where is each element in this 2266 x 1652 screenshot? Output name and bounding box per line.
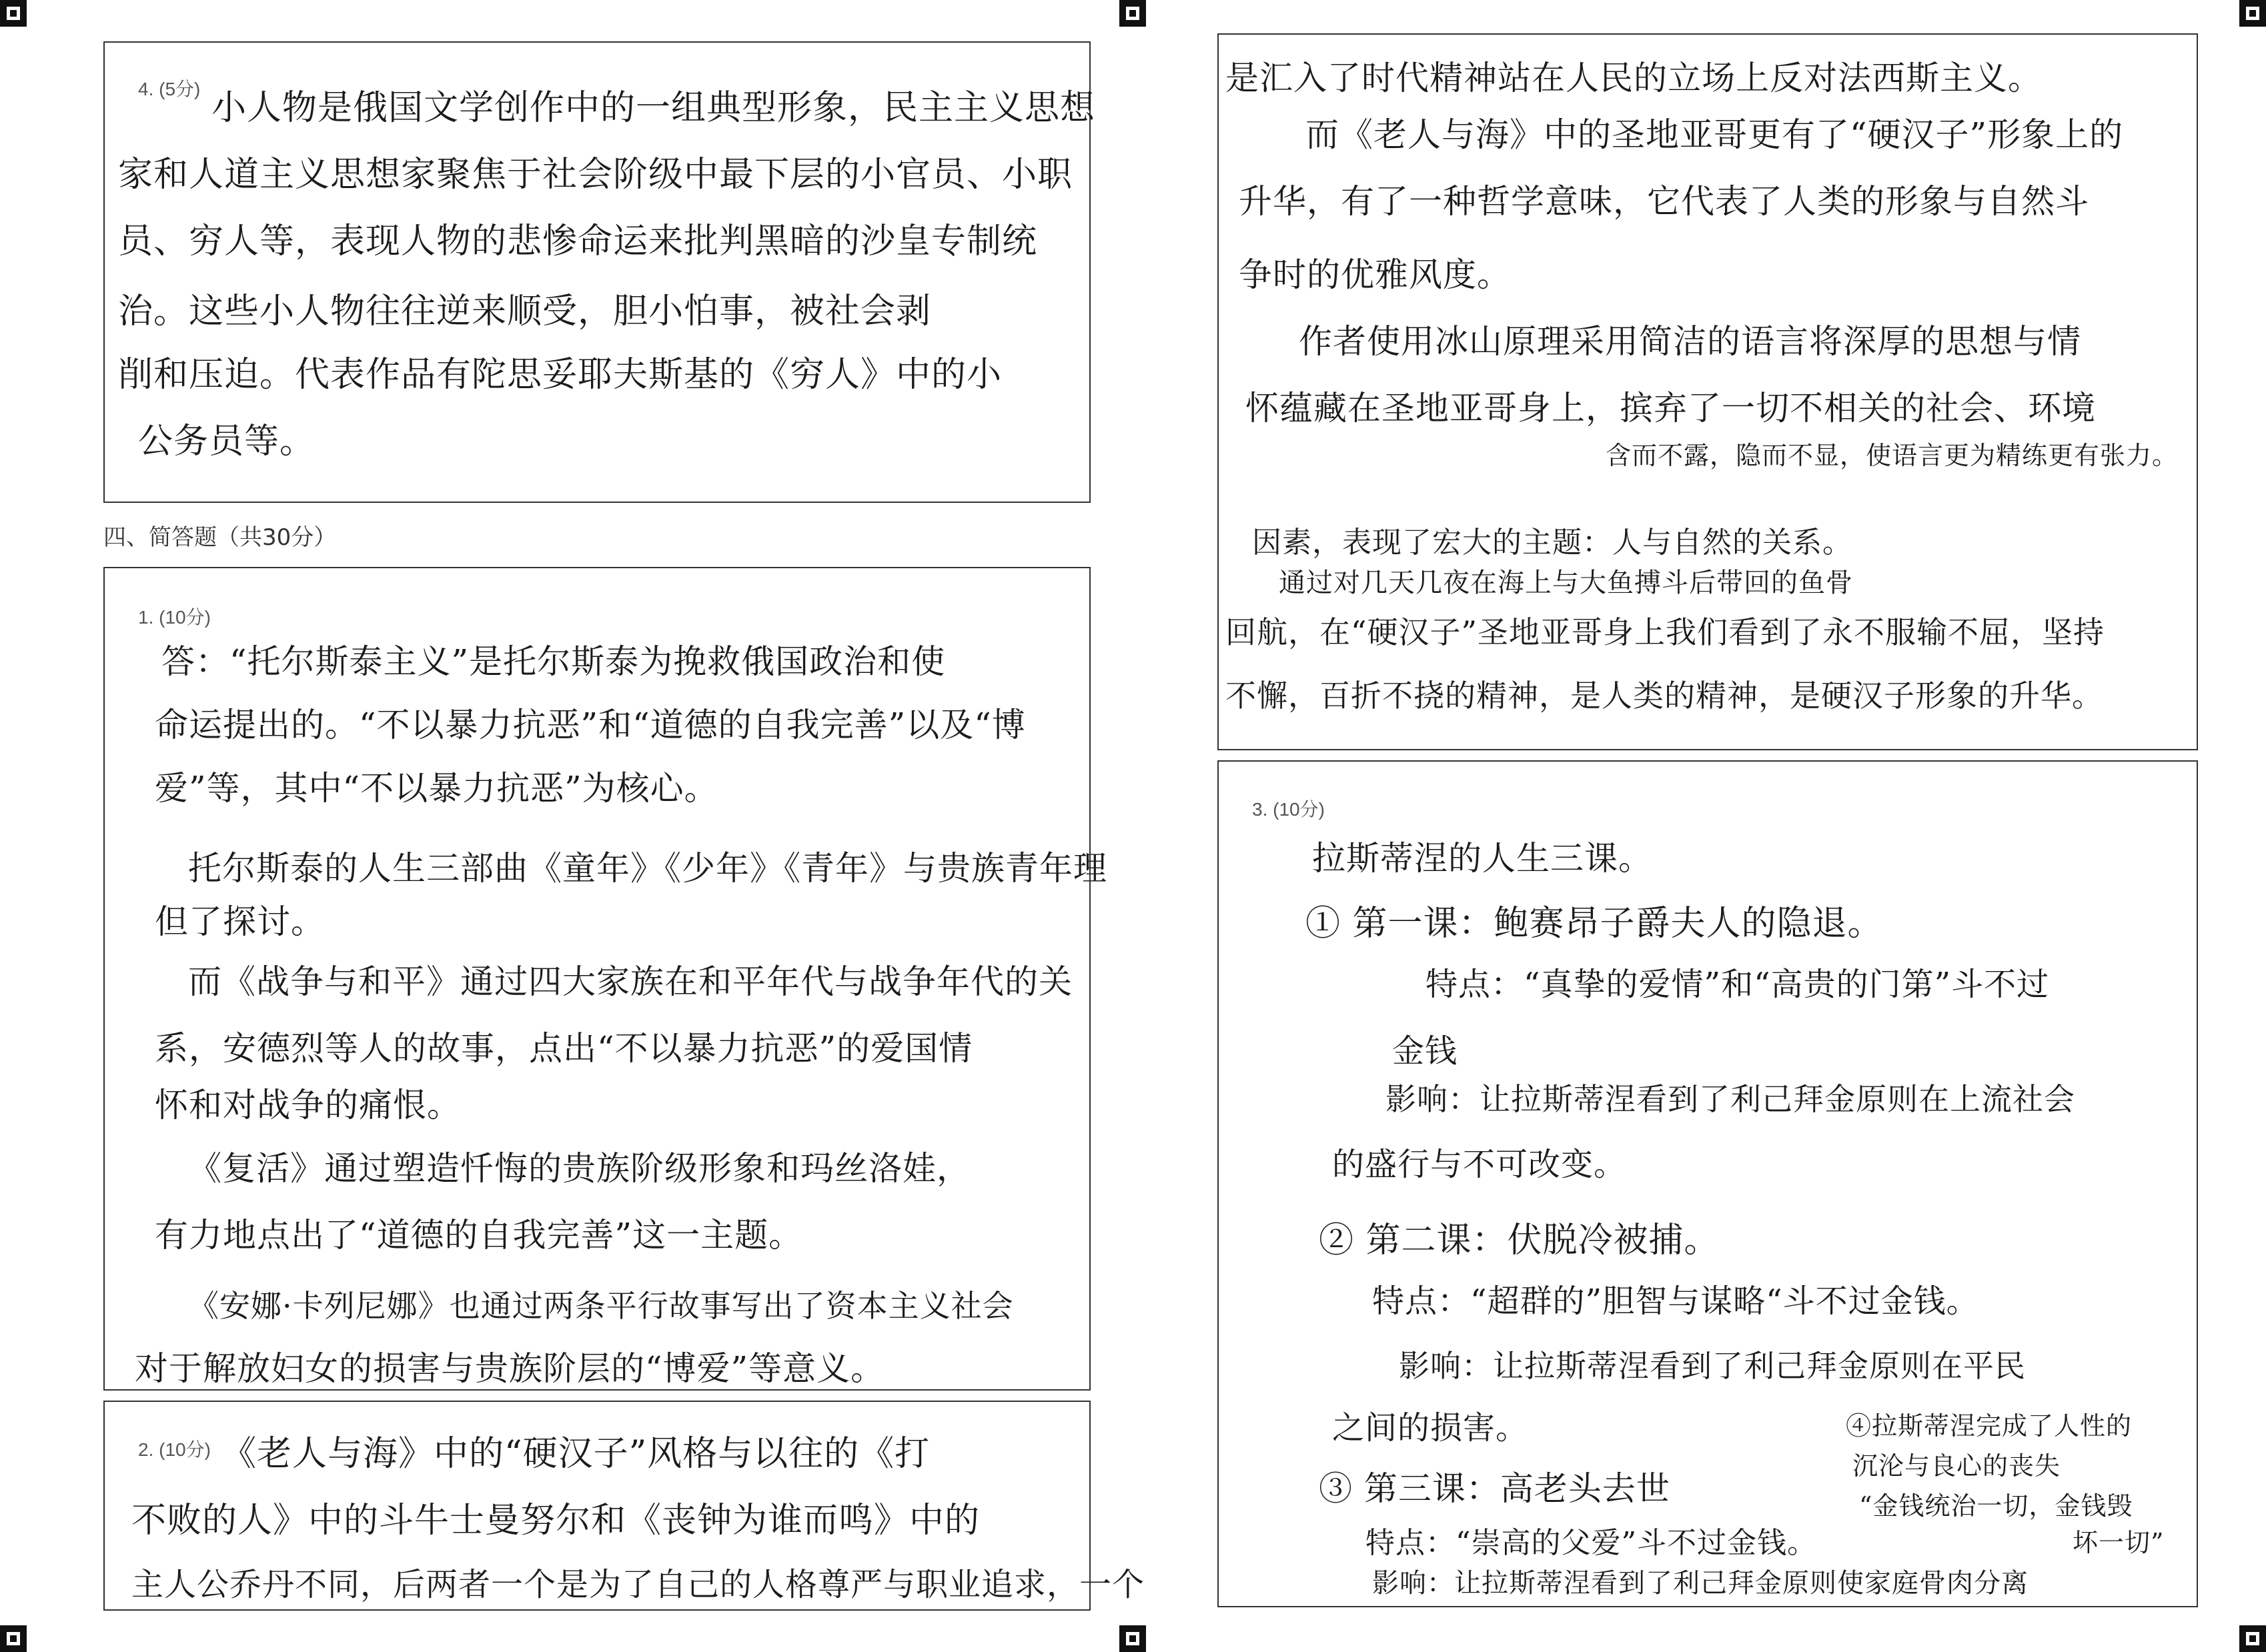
side-note-line: 坏一切”: [2073, 1528, 2165, 1557]
registration-mark-top-center: [1119, 0, 1146, 27]
handwritten-line: 影响：让拉斯蒂涅看到了利己拜金原则使家庭骨肉分离: [1372, 1568, 2029, 1599]
question-label-q4: 4. (5分): [138, 79, 201, 99]
answer-box-q4: [103, 41, 1096, 503]
handwritten-line: 之间的损害。: [1332, 1409, 1529, 1447]
handwritten-line: 《复活》通过塑造忏悔的贵族阶级形象和玛丝洛娃，: [188, 1149, 971, 1188]
handwritten-line: 通过对几天几夜在海上与大鱼搏斗后带回的鱼骨: [1279, 568, 1853, 598]
handwritten-line: 《老人与海》中的“硬汉子”风格与以往的《打: [221, 1434, 931, 1474]
handwritten-line: 对于解放妇女的损害与贵族阶层的“博爱”等意义。: [135, 1349, 885, 1388]
question-label-q1: 1. (10分): [138, 607, 211, 628]
handwritten-line: ③ 第三课：高老头去世: [1319, 1469, 1670, 1508]
registration-mark-bottom-left: [0, 1625, 27, 1652]
handwritten-line: 特点：“真挚的爱情”和“高贵的门第”斗不过: [1426, 966, 2050, 1003]
handwritten-line: 作者使用冰山原理采用简洁的语言将深厚的思想与情: [1299, 322, 2081, 361]
handwritten-line: 答：“托尔斯泰主义”是托尔斯泰为挽救俄国政治和使: [161, 642, 946, 681]
handwritten-line: ① 第一课：鲍赛昂子爵夫人的隐退。: [1305, 904, 1883, 944]
side-note-line: “金钱统治一切，金钱毁: [1859, 1491, 2133, 1521]
handwritten-line: 治。这些小人物往往逆来顺受，胆小怕事，被社会剥: [118, 291, 932, 331]
side-note-line: ④拉斯蒂涅完成了人性的: [1846, 1411, 2133, 1441]
handwritten-line: 有力地点出了“道德的自我完善”这一主题。: [155, 1216, 803, 1255]
question-label-q3: 3. (10分): [1252, 799, 1325, 820]
answer-box-q2: [103, 1401, 1145, 1611]
side-note-line: 沉沦与良心的丧失: [1852, 1451, 2061, 1481]
registration-mark-bottom-right: [2239, 1625, 2266, 1652]
handwritten-line: 影响：让拉斯蒂涅看到了利己拜金原则在平民: [1399, 1348, 2026, 1384]
handwritten-line: ② 第二课：伏脱冷被捕。: [1319, 1220, 1720, 1261]
registration-mark-bottom-center: [1119, 1625, 1146, 1652]
answer-box-q1: [103, 567, 1107, 1391]
question-label-q2: 2. (10分): [138, 1439, 211, 1460]
registration-mark-top-right: [2239, 0, 2266, 27]
handwritten-line: 拉斯蒂涅的人生三课。: [1312, 839, 1652, 878]
handwritten-line: 命运提出的。“不以暴力抗恶”和“道德的自我完善”以及“博: [155, 706, 1026, 744]
registration-mark-top-left: [0, 0, 27, 27]
handwritten-line: 但了探讨。: [155, 902, 325, 941]
handwritten-line: 不懈，百折不挠的精神，是人类的精神，是硬汉子形象的升华。: [1225, 678, 2103, 714]
answer-box-q2-continued: [1217, 33, 2198, 750]
handwritten-line: 系，安德烈等人的故事，点出“不以暴力抗恶”的爱国情: [155, 1029, 973, 1068]
handwritten-line: 《安娜·卡列尼娜》也通过两条平行故事写出了资本主义社会: [188, 1288, 1014, 1324]
handwritten-line: 的盛行与不可改变。: [1332, 1146, 1627, 1183]
handwritten-line: 爱”等，其中“不以暴力抗恶”为核心。: [155, 769, 718, 808]
answer-box-q3: [1217, 760, 2198, 1607]
handwritten-line: 主人公乔丹不同，后两者一个是为了自己的人格尊严与职业追求，一个: [131, 1566, 1145, 1603]
handwritten-line: 因素，表现了宏大的主题：人与自然的关系。: [1252, 526, 1852, 560]
handwritten-line: 托尔斯泰的人生三部曲《童年》《少年》《青年》与贵族青年理: [188, 849, 1107, 888]
section-title: 四、简答题（共30分）: [103, 524, 337, 551]
handwritten-line: 削和压迫。代表作品有陀思妥耶夫斯基的《穷人》中的小: [118, 355, 1003, 395]
handwritten-line: 特点：“崇高的父爱”斗不过金钱。: [1365, 1526, 1817, 1560]
handwritten-line: 升华，有了一种哲学意味，它代表了人类的形象与自然斗: [1239, 182, 2089, 221]
handwritten-line: 小人物是俄国文学创作中的一组典型形象，民主主义思想: [211, 88, 1096, 128]
handwritten-line: 而《老人与海》中的圣地亚哥更有了“硬汉子”形象上的: [1305, 115, 2124, 154]
handwritten-line: 是汇入了时代精神站在人民的立场上反对法西斯主义。: [1225, 59, 2042, 97]
handwritten-line: 公务员等。: [138, 422, 316, 462]
handwritten-line: 争时的优雅风度。: [1239, 255, 1511, 294]
handwritten-line: 回航，在“硬汉子”圣地亚哥身上我们看到了永不服输不屈，坚持: [1225, 614, 2105, 650]
handwritten-line: 员、穷人等，表现人物的悲惨命运来批判黑暗的沙皇专制统: [118, 221, 1038, 261]
handwritten-line: 怀蕴藏在圣地亚哥身上，摈弃了一切不相关的社会、环境: [1245, 389, 2096, 428]
handwritten-line: 家和人道主义思想家聚焦于社会阶级中最下层的小官员、小职: [118, 155, 1073, 195]
handwritten-line: 不败的人》中的斗牛士曼努尔和《丧钟为谁而鸣》中的: [131, 1501, 981, 1541]
handwritten-line: 而《战争与和平》通过四大家族在和平年代与战争年代的关: [188, 962, 1073, 1001]
handwritten-line: 影响：让拉斯蒂涅看到了利己拜金原则在上流社会: [1385, 1081, 2075, 1117]
handwritten-line: 金钱: [1392, 1032, 1458, 1070]
handwritten-line: 含而不露，隐而不显，使语言更为精练更有张力。: [1606, 441, 2179, 470]
handwritten-line: 特点：“超群的”胆智与谋略“斗不过金钱。: [1372, 1283, 1979, 1320]
handwritten-line: 怀和对战争的痛恨。: [155, 1086, 461, 1124]
